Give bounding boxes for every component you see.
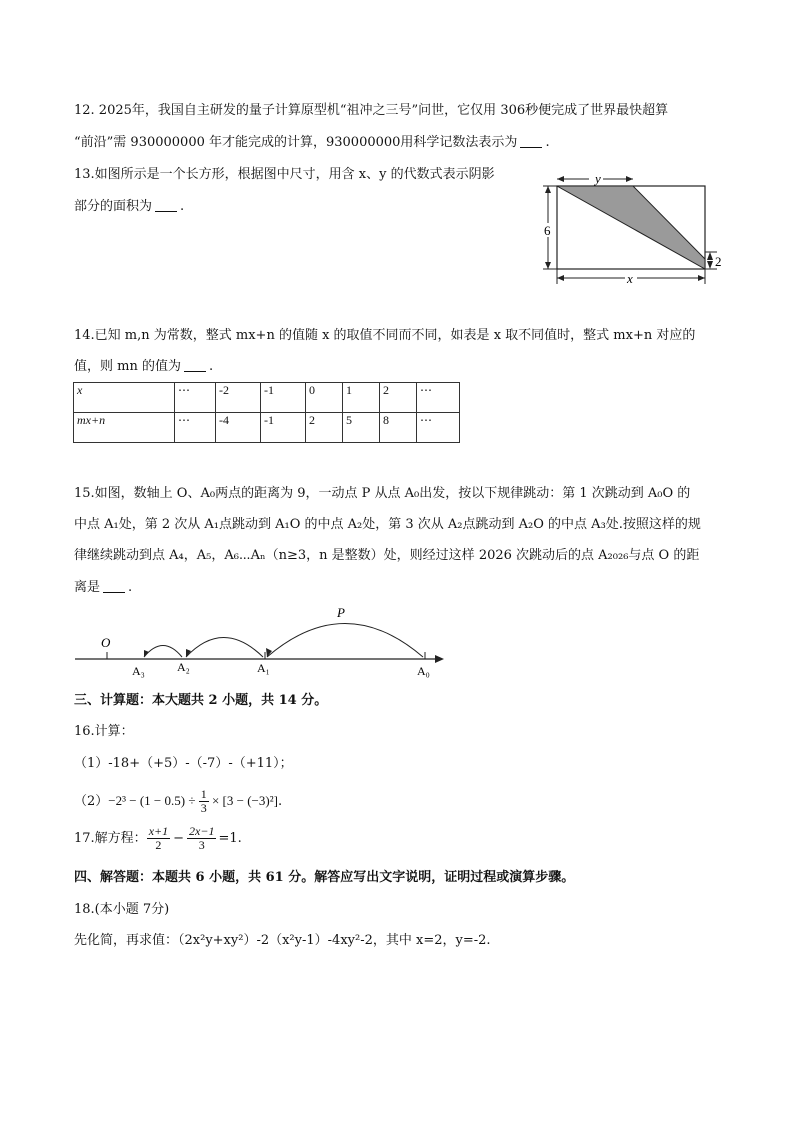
q17-line (74, 823, 242, 855)
label-x: x (627, 271, 633, 286)
table-row (74, 383, 460, 413)
answer-blank (520, 135, 542, 148)
label-P: P (337, 605, 345, 620)
table-cell: -1 (261, 413, 306, 443)
arrow-up (545, 186, 551, 193)
table-cell: 1 (343, 383, 380, 413)
q15-line2: 中点 A₁处，第 2 次从 A₁点跳动到 A₁O 的中点 A₂处，第 3 次从 A₂点跳动到 A₂O 的中点 A₃处.按照这样的规 (74, 517, 701, 532)
jump-arc-1 (267, 624, 423, 658)
q13-text: 部分的面积为 (74, 199, 153, 214)
table-cell: -1 (261, 383, 306, 413)
label-A1: A₁ (257, 661, 270, 675)
q16-part2-prefix: （2） (74, 794, 109, 809)
table-cell: -2 (216, 383, 261, 413)
q18-title: 18.(本小题 7分) (74, 902, 170, 917)
two-arrows-down (707, 261, 713, 269)
q15-line3: 律继续跳动到点 A₄，A₅，A₆⋯Aₙ（n≥3，n 是整数）处，则经过这样 2026 次跳动后的点 A₂₀₂₆与点 O 的距 (74, 548, 700, 563)
label-A3: A₃ (132, 664, 145, 678)
label-A0: A₀ (417, 664, 430, 678)
table-cell: ⋯ (175, 413, 216, 443)
q16-part2-end: . (277, 794, 283, 809)
q17-prefix: 17.解方程： (74, 831, 147, 846)
table-cell: 8 (380, 413, 417, 443)
section-3-heading: 三、计算题：本大题共 2 小题，共 14 分。 (74, 693, 328, 708)
q15-line4 (74, 580, 132, 596)
q12-line2 (74, 135, 550, 151)
table-cell: ⋯ (417, 413, 460, 443)
q14-line2 (74, 359, 213, 375)
fraction-denominator: 3 (200, 801, 207, 815)
arc-arrowhead-3 (144, 650, 149, 657)
q14-period: . (208, 359, 214, 374)
fraction-numerator: 2x−1 (189, 824, 215, 838)
shaded-region (557, 186, 705, 269)
answer-blank (103, 580, 125, 593)
arrow-right (626, 176, 633, 182)
two-arrows (707, 252, 713, 260)
number-line-arrow (435, 655, 444, 663)
arrow-down (545, 262, 551, 269)
q14-line1: 14.已知 m,n 为常数，整式 mx+n 的值随 x 的取值不同而不同，如表是 x 取不同值时，整式 mx+n 对应的 (74, 328, 696, 343)
jump-arc-2 (186, 638, 263, 658)
q16-title: 16.计算： (74, 724, 134, 739)
fraction-2x-minus-1-over-3 (187, 825, 216, 852)
q16-part2-expr-a: −2³ − (1 − 0.5) ÷ (108, 793, 199, 808)
q13-line1: 13.如图所示是一个长方形，根据图中尺寸，用含 x、y 的代数式表示阴影 (74, 167, 495, 182)
table-cell: 2 (306, 413, 343, 443)
q12-text: “前沿”需 930000000 年才能完成的计算，930000000用科学记数法表示为 (74, 135, 518, 150)
q12-period: . (545, 135, 550, 150)
minus-sign: − (173, 831, 185, 846)
section-4-heading: 四、解答题：本题共 6 小题，共 61 分。解答应写出文字说明，证明过程或演算步骤。 (74, 870, 575, 885)
rectangle-figure (535, 166, 725, 290)
label-2: 2 (715, 254, 722, 269)
q12-line1: 12. 2025年，我国自主研发的量子计算原型机“祖冲之三号”问世，它仅用 306秒便完成了世界最快超算 (74, 103, 669, 118)
q15-period: . (128, 580, 133, 595)
label-A2: A₂ (177, 660, 190, 674)
q16-part1: （1）-18+（+5）-（-7）-（+11）； (74, 756, 293, 771)
fraction-x-plus-1-over-2 (147, 825, 170, 852)
table-row (74, 413, 460, 443)
table-cell: ⋯ (417, 383, 460, 413)
fraction-numerator: x+1 (148, 824, 169, 838)
table-cell: x (74, 383, 175, 413)
table-cell: 2 (380, 383, 417, 413)
answer-blank (155, 199, 177, 212)
label-y: y (595, 171, 601, 186)
q16-part2 (74, 786, 282, 817)
value-table (73, 382, 460, 443)
fraction-numerator: 1 (200, 787, 207, 801)
table-cell: -4 (216, 413, 261, 443)
number-line-figure (70, 600, 450, 682)
jump-arc-3 (144, 646, 182, 658)
table-cell: 5 (343, 413, 380, 443)
x-arrow-right (698, 275, 705, 281)
fraction-denominator: 2 (155, 838, 162, 852)
q15-text: 离是 (74, 580, 101, 595)
label-6: 6 (544, 223, 551, 238)
fraction-one-third (199, 788, 209, 815)
table-cell: 0 (306, 383, 343, 413)
q16-part2-expr-b: × [3 − (−3)²] (208, 793, 278, 808)
table-cell: ⋯ (175, 383, 216, 413)
x-arrow-left (557, 275, 564, 281)
q17-suffix: =1. (218, 831, 242, 846)
q13-line2 (74, 199, 184, 215)
label-O: O (101, 635, 111, 650)
q14-text: 值，则 mn 的值为 (74, 359, 181, 374)
arrow-left (557, 176, 564, 182)
q15-line1: 15.如图，数轴上 O、A₀两点的距离为 9，一动点 P 从点 A₀出发，按以下规律跳动：第 1 次跳动到 A₀O 的 (74, 486, 691, 501)
table-cell: mx+n (74, 413, 175, 443)
answer-blank (184, 359, 206, 372)
q18-body: 先化简，再求值：（2x²y+xy²）-2（x²y-1）-4xy²-2，其中 x=2，y=-2. (74, 933, 491, 948)
fraction-denominator: 3 (198, 838, 205, 852)
q13-period: . (180, 199, 185, 214)
